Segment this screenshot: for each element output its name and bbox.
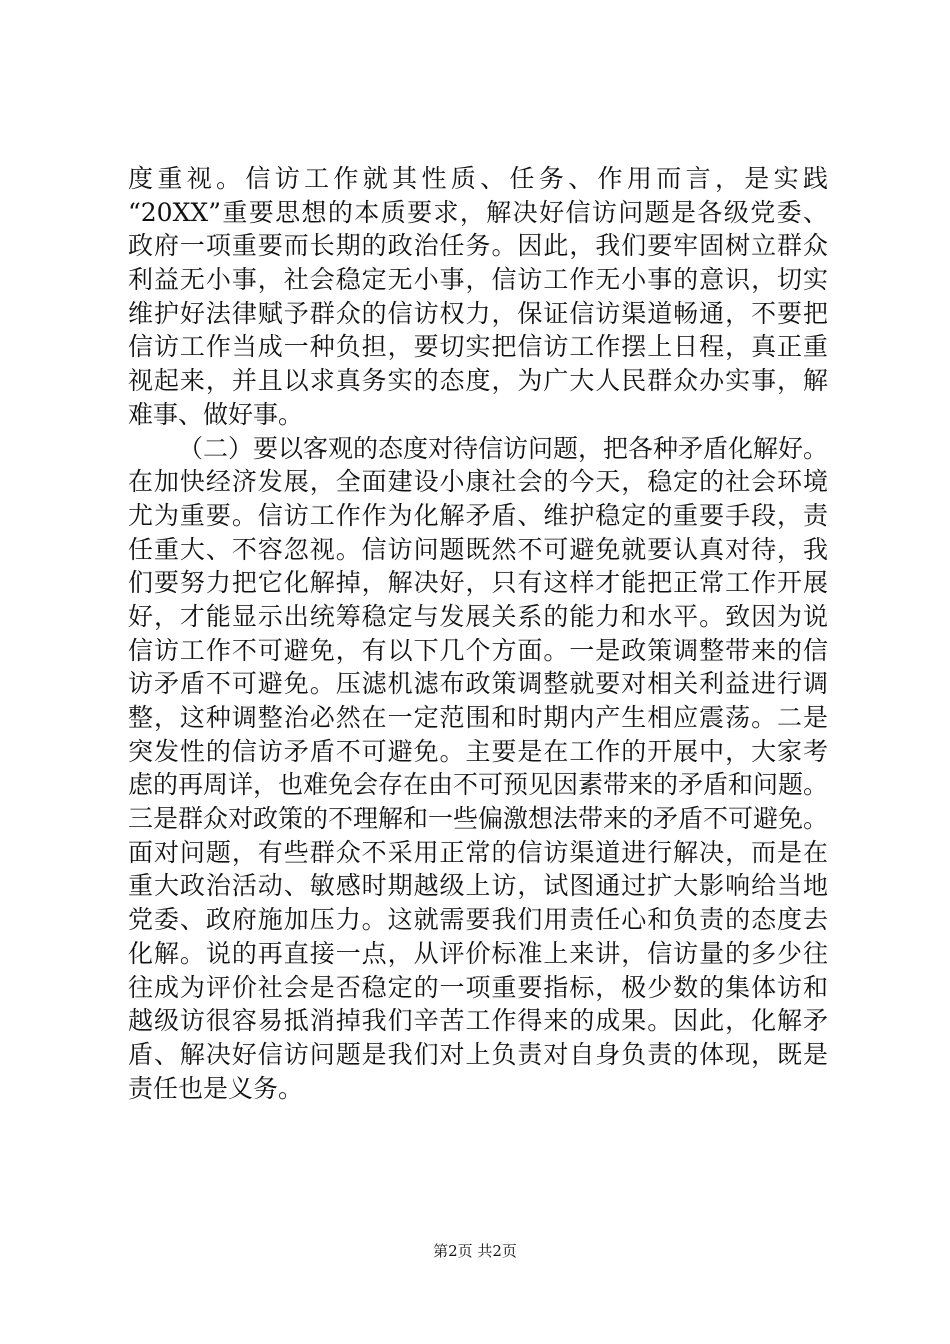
text-line: 盾、解决好信访问题是我们对上负责对自身负责的体现，既是 (128, 1039, 828, 1069)
text-line: 越级访很容易抵消掉我们辛苦工作得来的成果。因此，化解矛 (128, 1006, 828, 1036)
text-line: 任重大、不容忽视。信访问题既然不可避免就要认真对待，我 (128, 534, 828, 564)
page-footer: 第2页 共2页 (433, 1242, 517, 1260)
text-line: 责任也是义务。 (128, 1073, 304, 1103)
body-text (128, 162, 828, 1105)
text-line: 在加快经济发展，全面建设小康社会的今天，稳定的社会环境 (128, 467, 828, 497)
text-line: （二）要以客观的态度对待信访问题，把各种矛盾化解好。 (178, 433, 829, 463)
text-line: 三是群众对政策的不理解和一些偏激想法带来的矛盾不可避免。 (128, 804, 829, 834)
text-line: 信访工作当成一种负担，要切实把信访工作摆上日程，真正重 (128, 332, 828, 362)
text-line: 利益无小事，社会稳定无小事，信访工作无小事的意识，切实 (128, 265, 828, 295)
text-line: “20XX”重要思想的本质要求，解决好信访问题是各级党委、 (128, 197, 828, 227)
text-line: 党委、政府施加压力。这就需要我们用责任心和负责的态度去 (128, 905, 828, 935)
text-line: 突发性的信访矛盾不可避免。主要是在工作的开展中，大家考 (128, 736, 828, 766)
text-line: 化解。说的再直接一点，从评价标准上来讲，信访量的多少往 (128, 938, 828, 968)
paragraph (128, 432, 828, 1106)
text-line: 整，这种调整治必然在一定范围和时期内产生相应震荡。二是 (128, 703, 828, 732)
text-line: 虑的再周详，也难免会存在由不可预见因素带来的矛盾和问题。 (128, 770, 829, 800)
text-line: 面对问题，有些群众不采用正常的信访渠道进行解决，而是在 (128, 837, 828, 867)
text-line: 视起来，并且以求真务实的态度，为广大人民群众办实事，解 (128, 366, 828, 396)
text-line: 往成为评价社会是否稳定的一项重要指标，极少数的集体访和 (128, 972, 828, 1002)
paragraph (128, 162, 828, 432)
text-line: 维护好法律赋予群众的信访权力，保证信访渠道畅通，不要把 (128, 298, 828, 328)
text-line: 们要努力把它化解掉，解决好，只有这样才能把正常工作开展 (128, 568, 828, 598)
text-line: 难事、做好事。 (128, 399, 304, 429)
text-line: 度重视。信访工作就其性质、任务、作用而言，是实践 (128, 164, 828, 193)
text-line: 信访工作不可避免，有以下几个方面。一是政策调整带来的信 (128, 635, 828, 665)
text-line: 尤为重要。信访工作作为化解矛盾、维护稳定的重要手段，责 (128, 500, 828, 530)
text-line: 访矛盾不可避免。压滤机滤布政策调整就要对相关利益进行调 (128, 669, 828, 699)
text-line: 政府一项重要而长期的政治任务。因此，我们要牢固树立群众 (128, 231, 828, 261)
text-line: 重大政治活动、敏感时期越级上访，试图通过扩大影响给当地 (128, 871, 828, 901)
text-line: 好，才能显示出统筹稳定与发展关系的能力和水平。致因为说 (128, 601, 828, 631)
